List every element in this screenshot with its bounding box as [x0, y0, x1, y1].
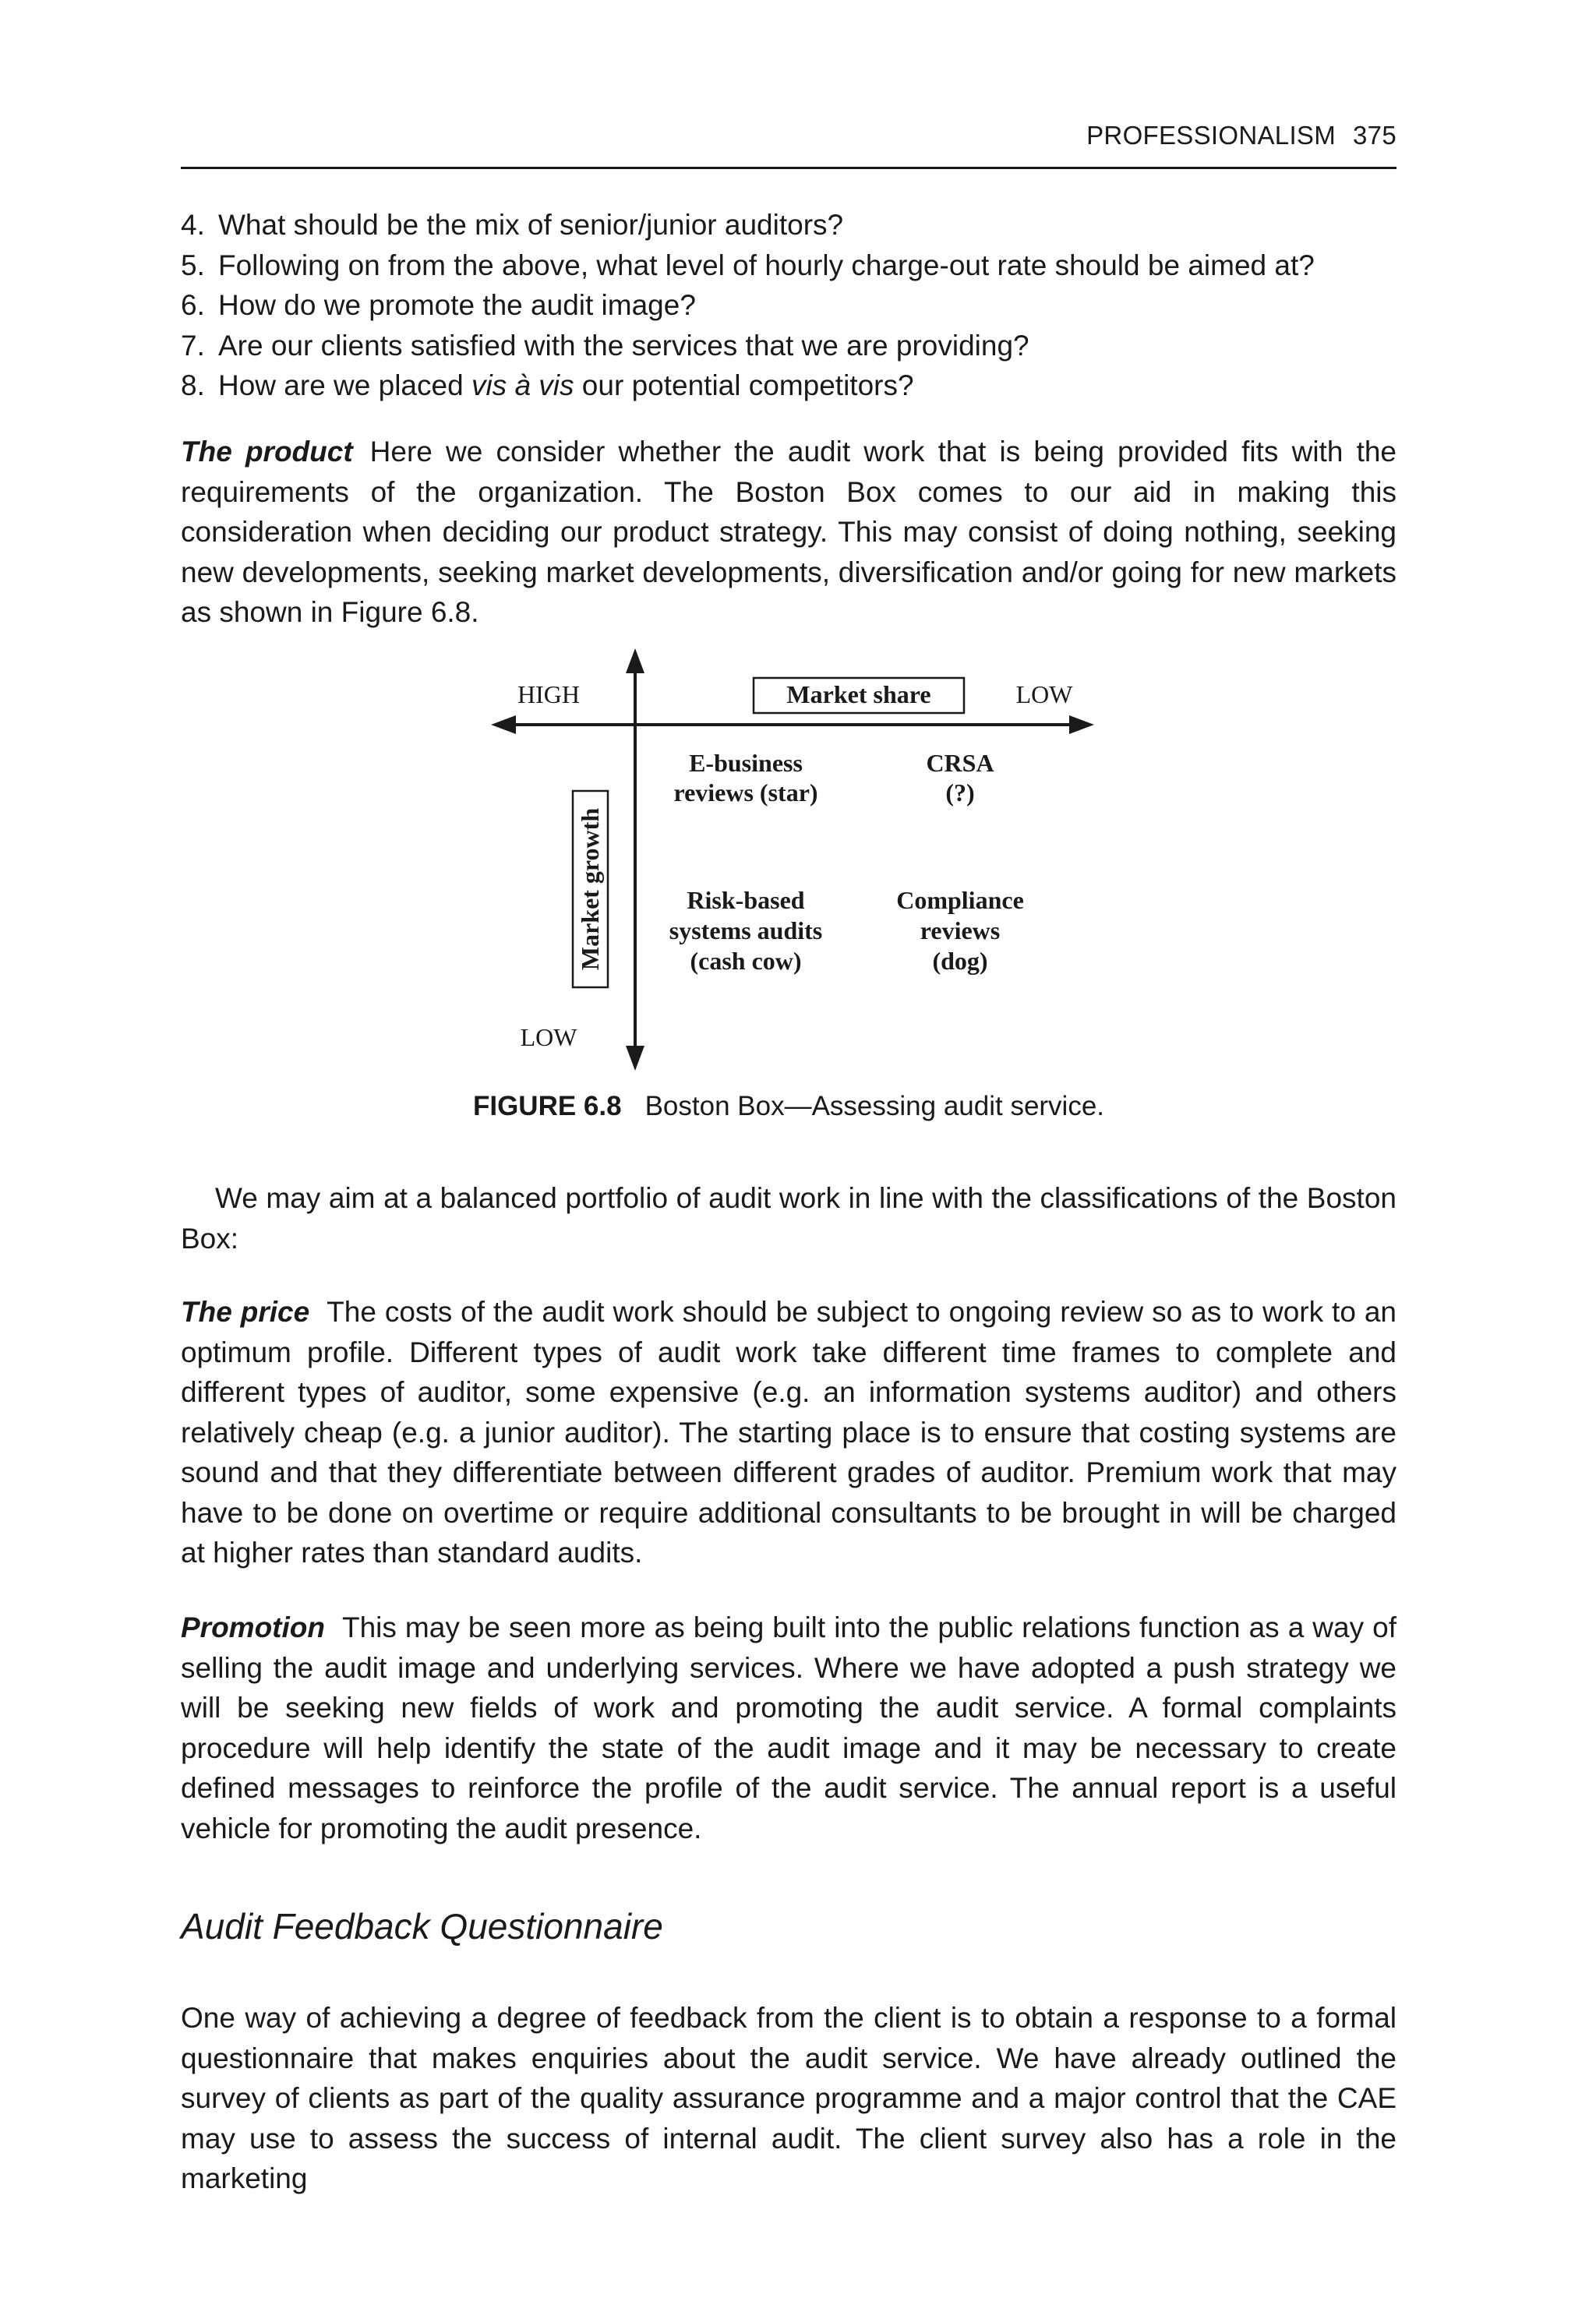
question-list [181, 205, 1396, 406]
boston-box-figure [485, 641, 1108, 1077]
quadrant-star [673, 749, 817, 807]
list-item: 4. What should be the mix of senior/junior auditors? [181, 209, 844, 241]
page-number: 375 [1353, 121, 1396, 150]
figure-caption [181, 1091, 1396, 1122]
paragraph-product: The product Here we consider whether the audit work that is being provided fits with the requirements of the organization. The Boston Box comes to our aid in making this consideration when deciding our product strategy. This may consist of doing nothing, seeking new developments, seeking market developments, diversification and/or going for new markets as shown in Figure 6.8. [181, 436, 1397, 628]
quadrant-dog [896, 886, 1024, 975]
run-in-heading: The price [181, 1296, 310, 1328]
list-item: 6. How do we promote the audit image? [181, 289, 696, 321]
svg-text:Risk-based: Risk-based [687, 886, 805, 914]
running-head [1086, 121, 1396, 150]
paragraph-balanced-portfolio: We may aim at a balanced portfolio of audit work in line with the classifications of the Boston Box: [181, 1182, 1396, 1255]
svg-text:(?): (?) [945, 778, 975, 807]
svg-text:E-business: E-business [689, 749, 803, 777]
svg-text:reviews: reviews [920, 916, 1001, 944]
up-arrowhead [626, 648, 644, 673]
svg-text:reviews (star): reviews (star) [673, 778, 818, 807]
paragraph-promotion: Promotion This may be seen more as being built into the public relations function as a way of selling the audit image and underlying services. Where we have adopted a push strategy we will be seeking new fields of work and promoting the audit service. A formal complaints procedure will help identify the state of the audit image and it may be necessary to create defined messages to reinforce the profile of the audit service. The annual report is a useful vehicle for promoting the audit presence. [181, 1611, 1396, 1844]
svg-text:(dog): (dog) [932, 947, 988, 975]
svg-text:systems audits: systems audits [669, 916, 823, 944]
section-heading: Audit Feedback Questionnaire [181, 1906, 663, 1947]
paragraph-questionnaire: One way of achieving a degree of feedback from the client is to obtain a response to a formal questionnaire that makes enquiries about the audit service. We have already outlined the survey of clients as part of the quality assurance programme and a major control that the CAE may use to assess the success of internal audit. The client survey also has a role in the marketing [181, 2002, 1396, 2194]
boston-box-diagram [485, 641, 1108, 1077]
svg-text:CRSA: CRSA [926, 749, 994, 777]
right-arrowhead [1069, 715, 1094, 734]
running-head-title: PROFESSIONALISM [1086, 121, 1336, 150]
header-rule [181, 167, 1396, 169]
list-item: 8. How are we placed vis à vis our potential competitors? [181, 369, 914, 401]
paragraph-price: The price The costs of the audit work should be subject to ongoing review so as to work to an optimum profile. Different types of audit work take different time frames to complete and different types of auditor, some expensive (e.g. an information systems auditor) and others relatively cheap (e.g. a junior auditor). The starting place is to ensure that costing systems are sound and that they differentiate between different grades of auditor. Premium work that may have to be done on overtime or require additional consultants to be brought in will be charged at higher rates than standard audits. [181, 1296, 1396, 1569]
book-page [181, 0, 1396, 2319]
quadrant-question-mark [926, 749, 994, 807]
x-axis-title: Market share [786, 680, 931, 708]
y-axis-title: Market growth [576, 807, 604, 971]
run-in-heading: Promotion [181, 1611, 325, 1643]
quadrant-cash-cow [669, 886, 822, 975]
x-low-label: LOW [1015, 680, 1073, 708]
svg-text:Compliance: Compliance [896, 886, 1024, 914]
figure-caption-text: Boston Box—Assessing audit service. [644, 1091, 1105, 1121]
left-arrowhead [491, 715, 516, 734]
list-item: 5. Following on from the above, what level of hourly charge-out rate should be aimed at? [181, 249, 1315, 281]
run-in-heading: The product [181, 436, 353, 468]
figure-label: FIGURE 6.8 [472, 1091, 622, 1121]
down-arrowhead [626, 1046, 644, 1071]
y-low-label: LOW [520, 1023, 577, 1051]
x-high-label: HIGH [517, 680, 580, 708]
svg-text:(cash cow): (cash cow) [690, 947, 802, 975]
list-item: 7. Are our clients satisfied with the services that we are providing? [181, 329, 1029, 362]
